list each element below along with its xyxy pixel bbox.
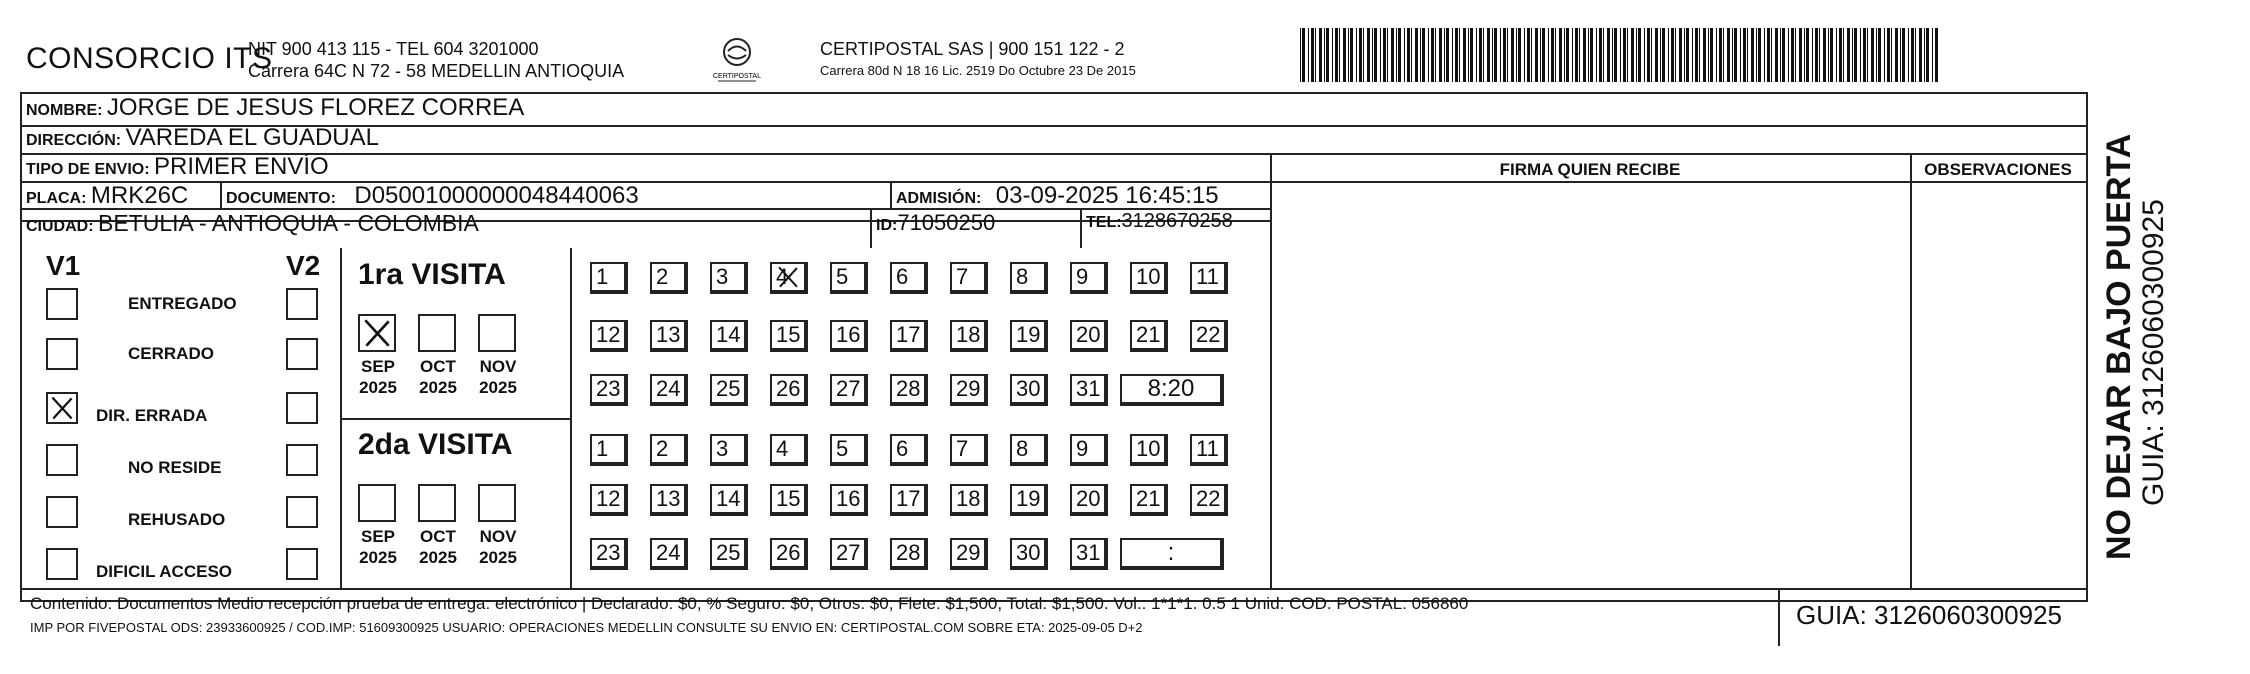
visita2-day-box[interactable] xyxy=(1070,434,1108,466)
firma-header: FIRMA QUIEN RECIBE xyxy=(1499,160,1681,179)
visita1-day-number: 29 xyxy=(956,376,981,401)
visita1-day-box[interactable] xyxy=(890,262,928,294)
company-name: CONSORCIO ITS xyxy=(26,42,273,75)
visita1-time-value: 8:20 xyxy=(1147,375,1195,402)
visita1-day-box[interactable] xyxy=(1010,262,1048,294)
visita1-day-number: 8 xyxy=(1016,264,1029,289)
visita1-day-box[interactable] xyxy=(950,320,988,352)
postal-logo xyxy=(712,36,762,84)
v1-header: V1 xyxy=(46,250,81,281)
footer-content: Contenido: Documentos Medio recepción prueba de entrega: electrónico | Declarado: $0, % Seguro: $0, Otros: $0, Flete: $1,500, Total: $1,500. Vol.: 1*1*1. 0.5 1 Unid. COD. POSTAL: 056860 xyxy=(30,594,1469,613)
visita2-day-number: 3 xyxy=(716,436,729,461)
status-v2-checkbox[interactable] xyxy=(286,338,318,370)
visita1-month-year: 2025 xyxy=(419,378,457,397)
visita2-day-box[interactable] xyxy=(650,484,688,516)
ciudad-value: BETULIA - ANTIOQUIA - COLOMBIA xyxy=(98,210,479,236)
visita1-day-number: 23 xyxy=(596,376,621,401)
visita2-day-number: 10 xyxy=(1136,436,1161,461)
visita1-day-number: 31 xyxy=(1076,376,1101,401)
visita2-day-box[interactable] xyxy=(770,538,808,570)
visita1-day-number: 19 xyxy=(1016,322,1041,347)
tel-field xyxy=(1086,210,1233,233)
visita1-day-box[interactable] xyxy=(1010,374,1048,406)
visita2-day-box[interactable] xyxy=(950,434,988,466)
status-v1-checkbox[interactable] xyxy=(46,392,78,424)
visita2-month-label xyxy=(410,526,466,568)
visita2-day-box[interactable] xyxy=(710,434,748,466)
visita2-month-name: NOV xyxy=(479,527,517,546)
visita2-day-box[interactable] xyxy=(1010,434,1048,466)
visita2-day-box[interactable] xyxy=(890,484,928,516)
tel-label: TEL: xyxy=(1086,214,1122,231)
visita1-day-number: 30 xyxy=(1016,376,1041,401)
visita1-day-number: 24 xyxy=(656,376,681,401)
visita2-day-number: 12 xyxy=(596,486,621,511)
status-v2-checkbox[interactable] xyxy=(286,548,318,580)
visita1-day-box[interactable] xyxy=(950,374,988,406)
visita1-day-number: 10 xyxy=(1136,264,1161,289)
visita1-month-year: 2025 xyxy=(359,378,397,397)
visita2-day-number: 26 xyxy=(776,540,801,565)
nombre-label: NOMBRE: xyxy=(26,102,103,119)
visita2-day-box[interactable] xyxy=(770,484,808,516)
visita2-day-number: 21 xyxy=(1136,486,1161,511)
visita1-day-number: 22 xyxy=(1196,322,1221,347)
visita2-month-name: OCT xyxy=(420,527,456,546)
visita2-day-number: 1 xyxy=(596,436,609,461)
visita2-day-box[interactable] xyxy=(710,484,748,516)
visita2-day-box[interactable] xyxy=(1070,538,1108,570)
side-notice xyxy=(2100,134,2170,560)
visita2-day-box[interactable] xyxy=(830,484,868,516)
visita2-day-box[interactable] xyxy=(1130,484,1168,516)
status-v1-checkbox[interactable] xyxy=(46,338,78,370)
visita1-month-label xyxy=(410,356,466,398)
certipostal-address: Carrera 80d N 18 16 Lic. 2519 Do Octubre 23 De 2015 xyxy=(820,63,1136,78)
visita1-month-name: SEP xyxy=(360,357,396,376)
visita1-day-number: 15 xyxy=(776,322,801,347)
visita2-time-value: : xyxy=(1167,539,1175,566)
visita1-day-number: 7 xyxy=(956,264,969,289)
visita2-day-box[interactable] xyxy=(590,434,628,466)
admision-value: 03-09-2025 16:45:15 xyxy=(995,182,1219,209)
visita2-day-box[interactable] xyxy=(1010,484,1048,516)
direccion-value: VAREDA EL GUADUAL xyxy=(125,124,379,151)
status-v2-checkbox[interactable] xyxy=(286,444,318,476)
status-v2-checkbox[interactable] xyxy=(286,392,318,424)
visita1-time-field[interactable] xyxy=(1120,374,1224,406)
visita2-day-box[interactable] xyxy=(1070,484,1108,516)
visita2-day-number: 19 xyxy=(1016,486,1041,511)
visita2-month-year: 2025 xyxy=(479,548,517,567)
visita1-day-box[interactable] xyxy=(1010,320,1048,352)
status-label: ENTREGADO xyxy=(128,294,237,313)
admision-label: ADMISIÓN: xyxy=(896,190,982,207)
visita2-day-box[interactable] xyxy=(890,538,928,570)
no-dejar-notice: NO DEJAR BAJO PUERTA xyxy=(2100,133,2138,560)
visita2-day-number: 11 xyxy=(1196,436,1219,461)
ciudad-field xyxy=(26,210,479,237)
visita1-day-box[interactable] xyxy=(830,374,868,406)
visita1-day-number: 26 xyxy=(776,376,801,401)
visita1-day-number: 12 xyxy=(596,322,621,347)
documento-value: D05001000000048440063 xyxy=(354,182,639,209)
visita1-day-box[interactable] xyxy=(650,262,688,294)
visita1-day-number: 18 xyxy=(956,322,981,347)
footer-guia: GUIA: 3126060300925 xyxy=(1778,588,2084,646)
visita2-day-number: 6 xyxy=(896,436,909,461)
visita1-day-number: 6 xyxy=(896,264,909,289)
visita1-day-box[interactable] xyxy=(1070,262,1108,294)
admision-field xyxy=(896,182,1219,210)
postal-logo-text: CERTIPOSTAL xyxy=(713,73,761,80)
visita1-day-box[interactable] xyxy=(1190,320,1228,352)
certipostal-name: CERTIPOSTAL SAS | 900 151 122 - 2 xyxy=(820,39,1125,59)
tipo-row xyxy=(26,153,329,181)
certipostal-info xyxy=(820,38,1136,82)
ciudad-label: CIUDAD: xyxy=(26,218,94,235)
tipo-value: PRIMER ENVÍO xyxy=(154,153,329,180)
visita1-day-number: 11 xyxy=(1196,264,1219,289)
status-label: REHUSADO xyxy=(128,510,226,529)
visita1-day-box[interactable] xyxy=(650,320,688,352)
direccion-row xyxy=(26,124,379,152)
visita2-day-box[interactable] xyxy=(770,434,808,466)
visita1-day-box[interactable] xyxy=(1070,374,1108,406)
visita2-day-number: 25 xyxy=(716,540,741,565)
status-label: DIFICIL ACCESO xyxy=(96,562,233,581)
visita1-day-number: 21 xyxy=(1136,322,1161,347)
visita2-time-field[interactable] xyxy=(1120,538,1224,570)
status-v1-checkbox[interactable] xyxy=(46,548,78,580)
visita1-day-box[interactable] xyxy=(710,320,748,352)
direccion-label: DIRECCIÓN: xyxy=(26,132,122,149)
visita2-day-number: 15 xyxy=(776,486,801,511)
visita1-day-number: 3 xyxy=(716,264,729,289)
id-value: 71050250 xyxy=(897,210,996,235)
status-label: DIR. ERRADA xyxy=(96,406,208,425)
visita2-day-number: 14 xyxy=(716,486,741,511)
visita1-day-box[interactable] xyxy=(950,262,988,294)
visita2-day-number: 4 xyxy=(776,436,789,461)
visita1-month-name: OCT xyxy=(420,357,456,376)
visita1-day-number: 13 xyxy=(656,322,681,347)
visita2-day-number: 5 xyxy=(836,436,849,461)
visita2-day-box[interactable] xyxy=(590,538,628,570)
visita1-day-box[interactable] xyxy=(590,262,628,294)
visita1-month-label xyxy=(470,356,526,398)
visita1-day-box[interactable] xyxy=(1130,262,1168,294)
placa-field xyxy=(26,182,188,210)
visita1-day-box[interactable] xyxy=(1190,262,1228,294)
visita1-day-number: 9 xyxy=(1076,264,1089,289)
observaciones-header: OBSERVACIONES xyxy=(1924,160,2072,179)
visita1-month-label xyxy=(350,356,406,398)
tipo-label: TIPO DE ENVIO: xyxy=(26,161,150,178)
visita2-day-number: 20 xyxy=(1076,486,1101,511)
documento-field xyxy=(226,182,639,210)
status-v2-checkbox[interactable] xyxy=(286,496,318,528)
address-line: Carrera 64C N 72 - 58 MEDELLIN ANTIOQUIA xyxy=(248,61,625,81)
visita1-day-box[interactable] xyxy=(590,320,628,352)
visita2-day-number: 9 xyxy=(1076,436,1089,461)
visita2-month-checkbox[interactable] xyxy=(478,484,516,522)
visita1-day-number: 27 xyxy=(836,376,861,401)
visita2-day-box[interactable] xyxy=(950,484,988,516)
visita1-day-number: 5 xyxy=(836,264,849,289)
visita2-month-label xyxy=(470,526,526,568)
visita2-day-number: 18 xyxy=(956,486,981,511)
status-v2-checkbox[interactable] xyxy=(286,288,318,320)
visita1-day-box[interactable] xyxy=(710,262,748,294)
visita2-day-number: 31 xyxy=(1076,540,1101,565)
visita2-month-label xyxy=(350,526,406,568)
visita1-day-box[interactable] xyxy=(890,320,928,352)
status-v1-checkbox[interactable] xyxy=(46,444,78,476)
visita1-day-number: 1 xyxy=(596,264,609,289)
visita2-day-number: 28 xyxy=(896,540,921,565)
visita2-day-number: 22 xyxy=(1196,486,1221,511)
status-label: CERRADO xyxy=(128,344,214,363)
visita1-day-box[interactable] xyxy=(710,374,748,406)
visita1-day-number: 28 xyxy=(896,376,921,401)
visita2-month-name: SEP xyxy=(360,527,396,546)
visita2-day-box[interactable] xyxy=(1010,538,1048,570)
visita1-day-box[interactable] xyxy=(1070,320,1108,352)
company-info xyxy=(248,38,624,82)
tel-value: 3128670258 xyxy=(1121,210,1233,232)
visita1-day-box[interactable] xyxy=(770,374,808,406)
placa-label: PLACA: xyxy=(26,190,87,207)
visita1-day-number: 25 xyxy=(716,376,741,401)
visita2-day-number: 30 xyxy=(1016,540,1041,565)
visita1-day-box[interactable] xyxy=(830,320,868,352)
visita2-day-number: 8 xyxy=(1016,436,1029,461)
visita1-title: 1ra VISITA xyxy=(358,258,506,291)
visita2-day-box[interactable] xyxy=(590,484,628,516)
visita2-day-box[interactable] xyxy=(1190,434,1228,466)
visita2-day-number: 2 xyxy=(656,436,669,461)
nombre-row xyxy=(26,94,524,122)
visita1-day-number: 17 xyxy=(896,322,921,347)
visita2-day-box[interactable] xyxy=(950,538,988,570)
visita1-day-number: 2 xyxy=(656,264,669,289)
status-label: NO RESIDE xyxy=(128,458,222,477)
barcode xyxy=(1300,28,1940,82)
visita2-title: 2da VISITA xyxy=(358,428,513,461)
visita1-day-number: 20 xyxy=(1076,322,1101,347)
visita1-day-box[interactable] xyxy=(830,262,868,294)
visita1-day-number: 16 xyxy=(836,322,861,347)
visita1-day-box[interactable] xyxy=(590,374,628,406)
visita2-day-number: 27 xyxy=(836,540,861,565)
visita1-day-box[interactable] xyxy=(1130,320,1168,352)
id-field xyxy=(876,210,995,236)
visita2-day-number: 24 xyxy=(656,540,681,565)
status-v1-checkbox[interactable] xyxy=(46,496,78,528)
visita1-day-number: 14 xyxy=(716,322,741,347)
visita1-day-box[interactable] xyxy=(770,320,808,352)
visita2-month-checkbox[interactable] xyxy=(358,484,396,522)
visita2-day-number: 7 xyxy=(956,436,969,461)
visita2-day-box[interactable] xyxy=(1190,484,1228,516)
visita2-day-box[interactable] xyxy=(710,538,748,570)
visita1-month-name: NOV xyxy=(479,357,517,376)
side-guia: GUIA: 3126060300925 xyxy=(2137,199,2170,506)
visita2-day-number: 17 xyxy=(896,486,921,511)
visita1-day-box[interactable] xyxy=(770,262,808,294)
visita1-month-year: 2025 xyxy=(479,378,517,397)
visita1-month-checkbox[interactable] xyxy=(358,314,396,352)
visita2-day-number: 23 xyxy=(596,540,621,565)
visita2-month-year: 2025 xyxy=(419,548,457,567)
v2-header: V2 xyxy=(286,250,321,281)
nit-line: NIT 900 413 115 - TEL 604 3201000 xyxy=(248,39,539,59)
id-label: ID: xyxy=(876,217,898,234)
visita1-month-checkbox[interactable] xyxy=(418,314,456,352)
visita1-month-checkbox[interactable] xyxy=(478,314,516,352)
documento-label: DOCUMENTO: xyxy=(226,190,336,207)
nombre-value: JORGE DE JESUS FLOREZ CORREA xyxy=(106,94,525,121)
visita1-day-number: 4 xyxy=(776,264,789,289)
visita2-day-box[interactable] xyxy=(1130,434,1168,466)
visita2-day-box[interactable] xyxy=(830,538,868,570)
visita2-month-checkbox[interactable] xyxy=(418,484,456,522)
visita1-day-box[interactable] xyxy=(650,374,688,406)
visita2-day-number: 16 xyxy=(836,486,861,511)
placa-value: MRK26C xyxy=(90,182,189,209)
visita2-day-number: 29 xyxy=(956,540,981,565)
visita2-day-box[interactable] xyxy=(650,434,688,466)
visita2-day-box[interactable] xyxy=(890,434,928,466)
visita2-day-box[interactable] xyxy=(830,434,868,466)
status-v1-checkbox[interactable] xyxy=(46,288,78,320)
visita1-day-box[interactable] xyxy=(890,374,928,406)
visita2-day-number: 13 xyxy=(656,486,681,511)
footer-print-info: IMP POR FIVEPOSTAL ODS: 23933600925 / COD.IMP: 51609300925 USUARIO: OPERACIONES MEDELLIN CONSULTE SU ENVIO EN: CERTIPOSTAL.COM SOBRE ETA: 2025-09-05 D+2 xyxy=(30,620,1143,635)
visita2-month-year: 2025 xyxy=(359,548,397,567)
visita2-day-box[interactable] xyxy=(650,538,688,570)
